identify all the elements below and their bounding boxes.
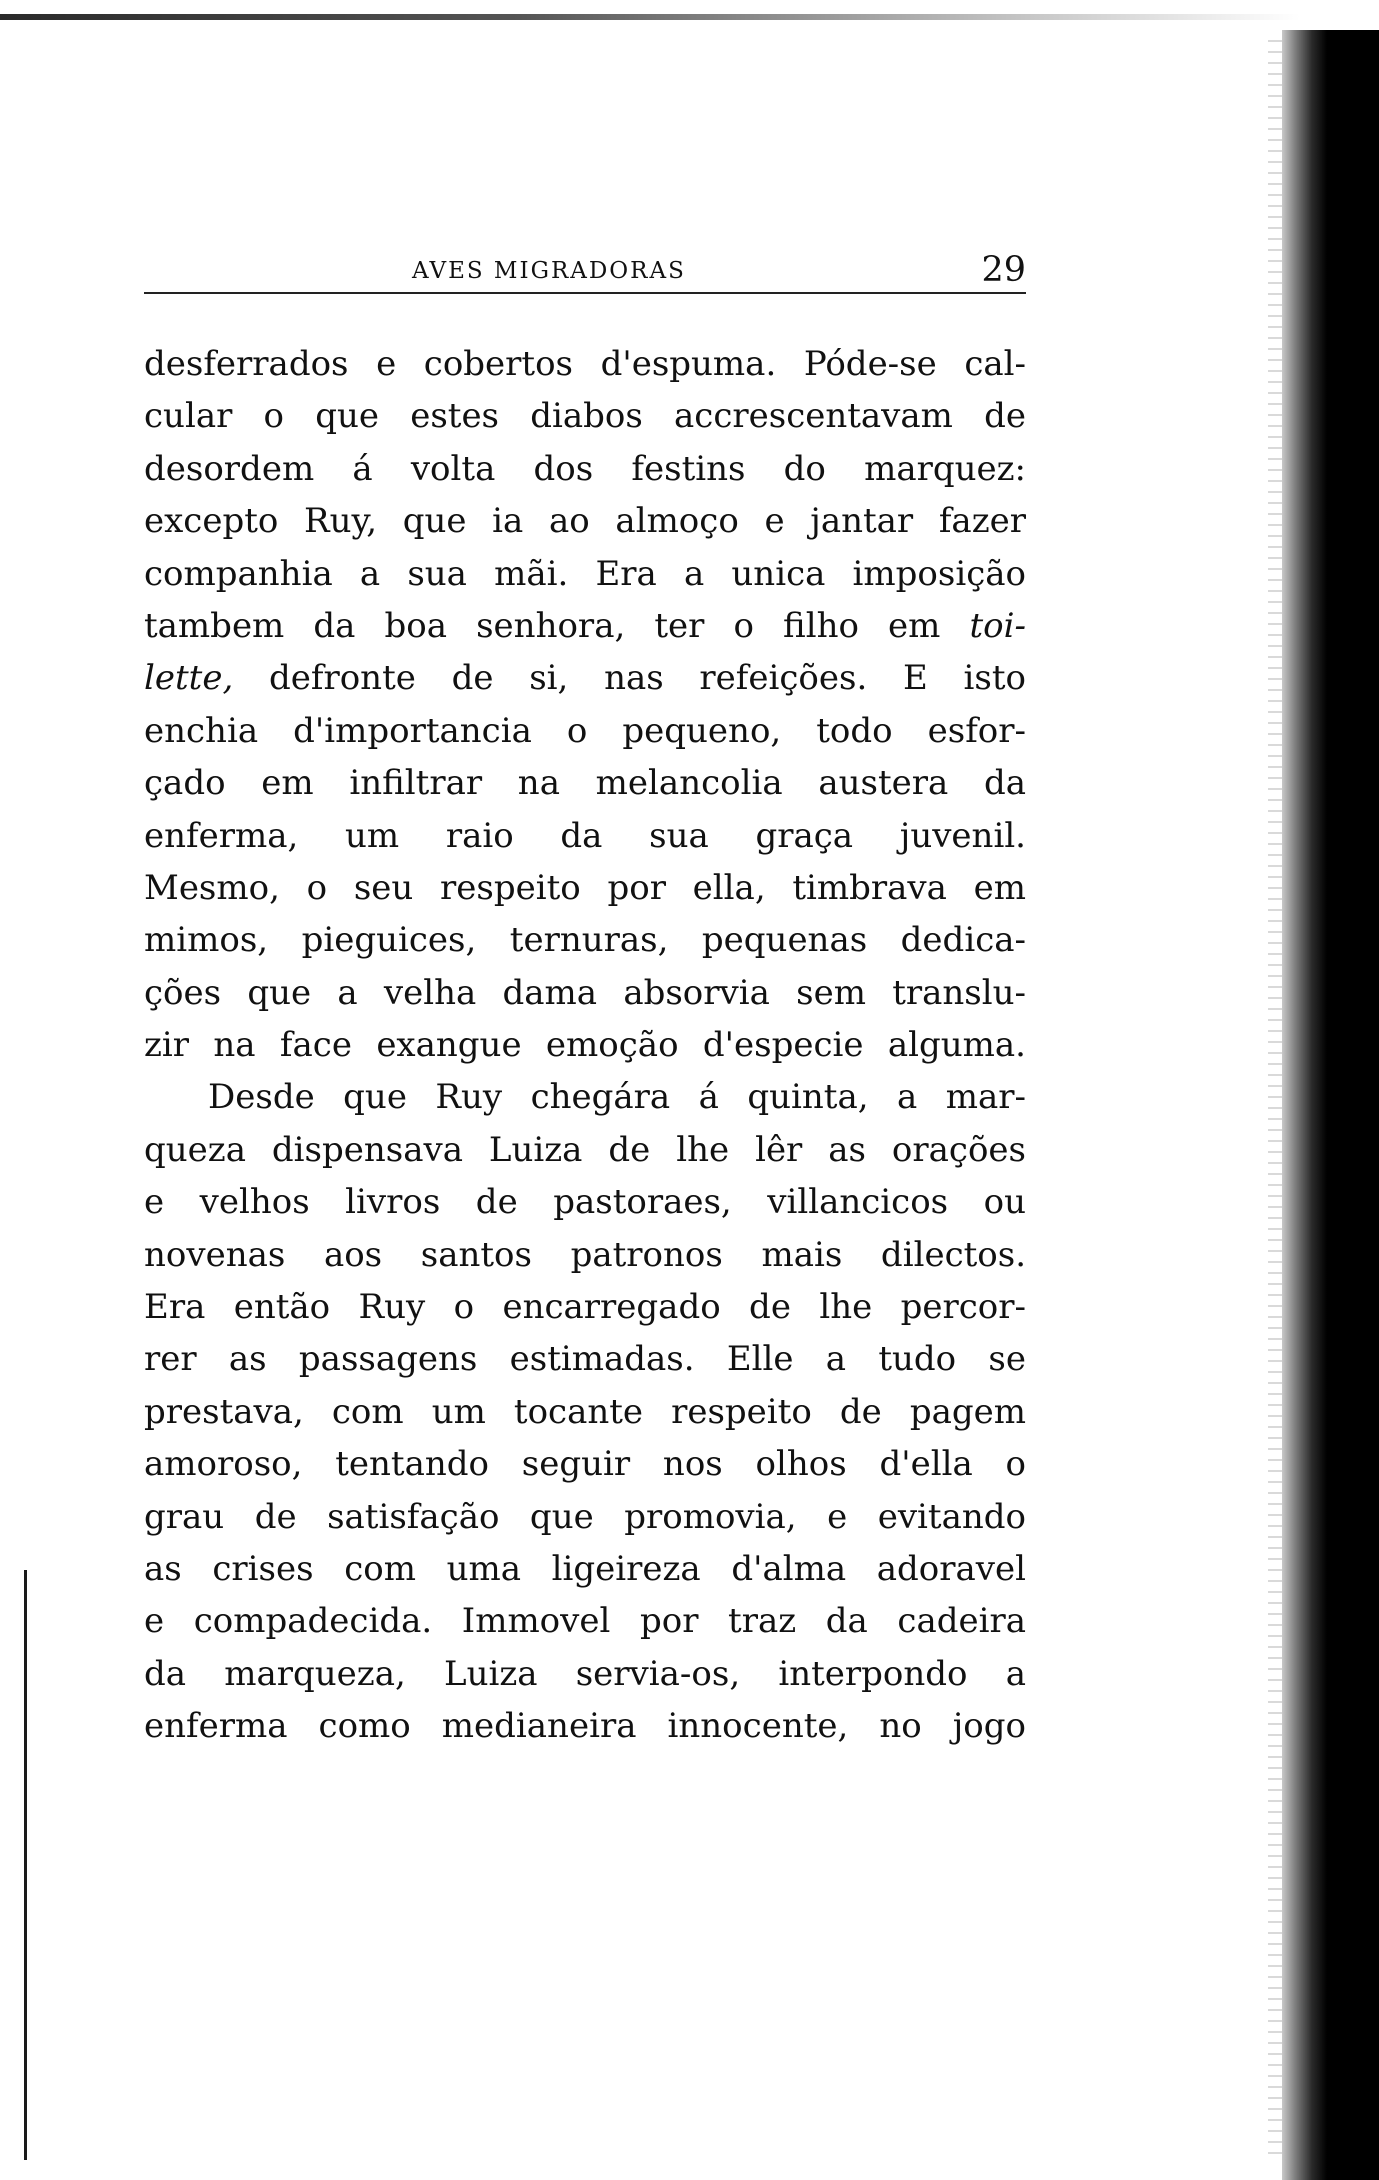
text-line: [144, 652, 1026, 704]
text-line: enferma como medianeira innocente, no jogo: [144, 1706, 1026, 1747]
text-line: mimos, pieguices, ternuras, pequenas dedica-: [144, 920, 1026, 961]
text-segment: tambem da boa senhora, ter o filho em: [144, 605, 941, 646]
text-line: desordem á volta dos festins do marquez:: [144, 448, 1026, 489]
text-line: Desde que Ruy chegára á quinta, a mar-: [208, 1077, 1026, 1118]
text-line: e velhos livros de pastoraes, villancicos ou: [144, 1182, 1026, 1223]
body-text: [144, 338, 1026, 1753]
text-line: queza dispensava Luiza de lhe lêr as orações: [144, 1129, 1026, 1170]
text-line: enchia d'importancia o pequeno, todo esfor-: [144, 710, 1026, 751]
text-line: [144, 600, 1026, 652]
text-line: rer as passagens estimadas. Elle a tudo se: [144, 1339, 1026, 1380]
running-title: AVES MIGRADORAS: [412, 258, 686, 284]
text-line: enferma, um raio da sua graça juvenil.: [144, 815, 1026, 856]
book-page: [144, 250, 1026, 1753]
running-header: [144, 250, 1026, 294]
italic-word: toi-: [969, 605, 1026, 646]
text-line: excepto Ruy, que ia ao almoço e jantar fazer: [144, 501, 1026, 542]
text-line: desferrados e cobertos d'espuma. Póde-se cal-: [144, 344, 1026, 384]
scan-top-edge: [0, 14, 1300, 20]
scan-left-mark: [24, 1570, 27, 2160]
text-line: cular o que estes diabos accrescentavam de: [144, 396, 1026, 437]
text-line: e compadecida. Immovel por traz da cadeira: [144, 1601, 1026, 1642]
text-line: ções que a velha dama absorvia sem translu-: [144, 972, 1026, 1013]
text-line: companhia a sua mãi. Era a unica imposição: [144, 553, 1026, 594]
text-line: Era então Ruy o encarregado de lhe percor-: [144, 1287, 1026, 1328]
text-line: grau de satisfação que promovia, e evitando: [144, 1496, 1026, 1537]
page-binding-shadow: [1282, 30, 1379, 2180]
text-line: çado em infiltrar na melancolia austera da: [144, 763, 1026, 804]
italic-word: lette,: [144, 658, 234, 699]
text-line: da marqueza, Luiza servia-os, interpondo a: [144, 1653, 1026, 1694]
text-line: zir na face exangue emoção d'especie alguma.: [144, 1025, 1026, 1066]
text-line: novenas aos santos patronos mais dilectos.: [144, 1234, 1026, 1275]
text-segment: defronte de si, nas refeições. E isto: [268, 658, 1026, 699]
page-number: 29: [981, 250, 1026, 290]
text-line: prestava, com um tocante respeito de pagem: [144, 1391, 1026, 1432]
text-line: Mesmo, o seu respeito por ella, timbrava em: [144, 867, 1026, 908]
text-line: amoroso, tentando seguir nos olhos d'ella o: [144, 1444, 1026, 1485]
text-line: as crises com uma ligeireza d'alma adoravel: [144, 1548, 1026, 1589]
